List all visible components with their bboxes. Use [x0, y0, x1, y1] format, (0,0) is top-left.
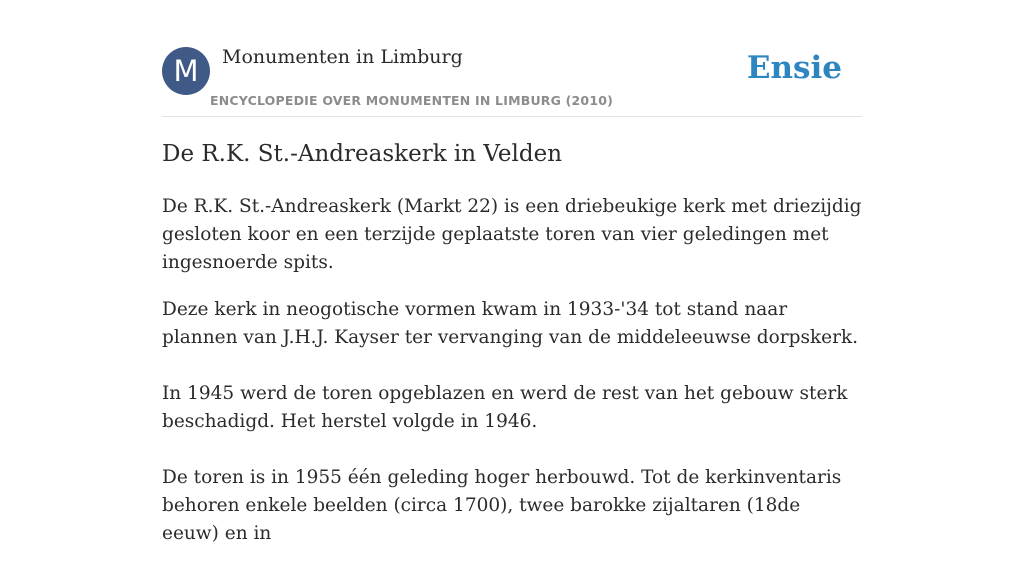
article-paragraph: Deze kerk in neogotische vormen kwam in 1933-'34 tot stand naar plannen van J.H.J. Kayser ter vervanging van de middeleeuwse dorpskerk. [162, 299, 859, 348]
article-paragraph: De toren is in 1955 één geleding hoger herbouwd. Tot de kerkinventaris behoren enkele beelden (circa 1700), twee barokke zijaltaren (18de eeuw) en in [162, 467, 842, 544]
brand-logo[interactable]: Ensie [746, 50, 842, 86]
source-subtitle: ENCYCLOPEDIE OVER MONUMENTEN IN LIMBURG (2010) [210, 93, 614, 108]
article-title: De R.K. St.-Andreaskerk in Velden [162, 141, 563, 167]
article-paragraph: De R.K. St.-Andreaskerk (Markt 22) is een driebeukige kerk met driezijdig gesloten koor en een terzijde geplaatste toren van vier geledingen met ingesnoerde spits. [162, 196, 862, 273]
header [162, 46, 862, 117]
avatar[interactable]: M [162, 47, 210, 95]
article-paragraph: In 1945 werd de toren opgeblazen en werd de rest van het gebouw sterk beschadigd. Het herstel volgde in 1946. [162, 383, 848, 432]
article [162, 138, 862, 576]
source-title-link[interactable]: Monumenten in Limburg [222, 46, 463, 68]
